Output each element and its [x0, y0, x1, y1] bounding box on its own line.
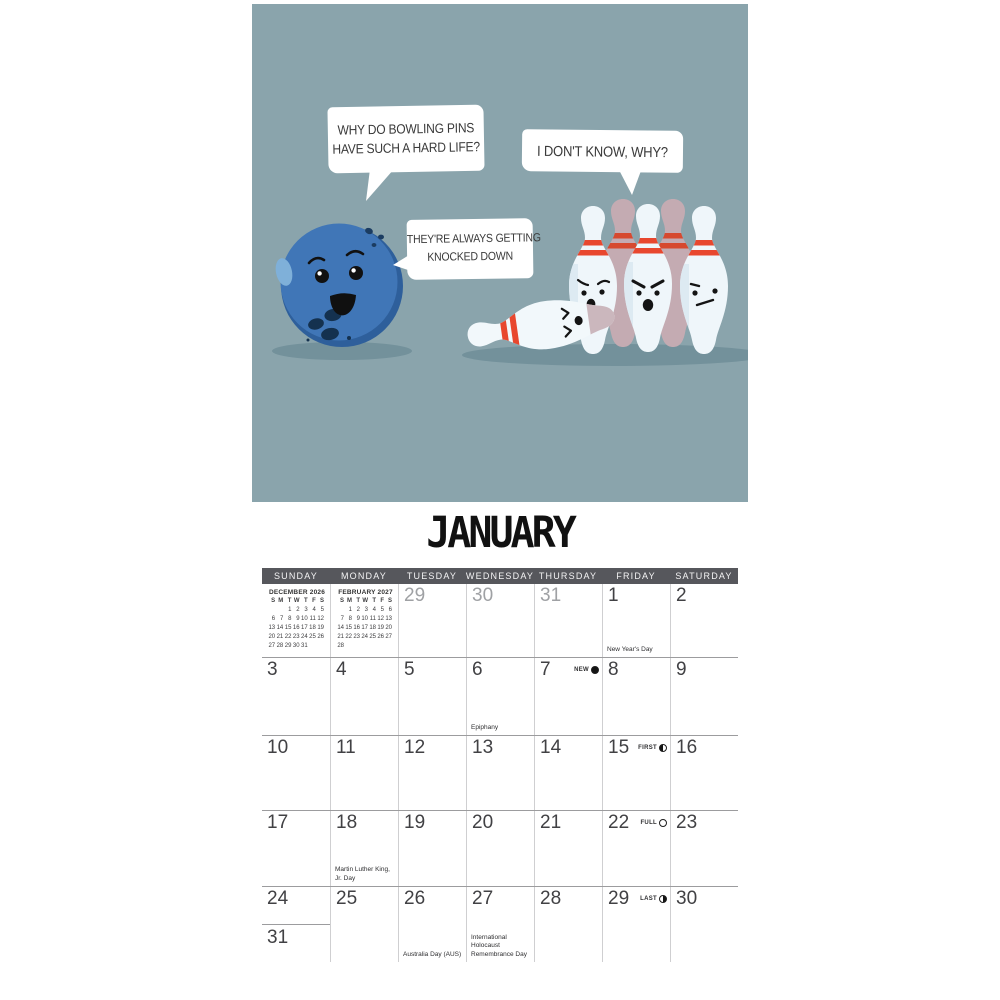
mini-day-number: 20: [268, 634, 276, 640]
mini-day-letter: F: [380, 598, 384, 604]
calendar-day-cell: [466, 584, 534, 657]
calendar-day-cell: [466, 887, 534, 962]
calendar-day-cell: [534, 736, 602, 810]
mini-day-number: 21: [276, 634, 284, 640]
calendar-day-cell: [398, 887, 466, 962]
bubble-text-line: THEY'RE ALWAYS GETTING: [406, 231, 541, 247]
mini-day-number: 10: [361, 616, 368, 622]
calendar-day-cell: [330, 658, 398, 735]
calendar-day-cell: [330, 811, 398, 886]
calendar-day-cell: [330, 887, 398, 962]
calendar-week-row: [262, 886, 738, 962]
mini-day-number: 6: [388, 607, 392, 613]
moon-phase: [640, 819, 667, 827]
mini-day-number: 28: [337, 643, 344, 649]
day-number: 30: [472, 585, 494, 606]
calendar-day-cell: [398, 811, 466, 886]
bubble-tail: [366, 169, 394, 201]
calendar-day-cell: [670, 887, 738, 962]
mini-day-number: 8: [348, 616, 352, 622]
mini-day-number: 3: [304, 607, 308, 613]
day-number-overflow: 31: [267, 927, 289, 948]
mini-day-number: [368, 642, 376, 651]
mini-day-letter: M: [278, 598, 284, 604]
day-number: 12: [404, 737, 426, 758]
mini-day-number: [336, 606, 344, 615]
moon-phase-label: NEW: [574, 667, 589, 673]
calendar-day-cell: [466, 658, 534, 735]
calendar-day-cell: [670, 736, 738, 810]
mini-day-number: 1: [348, 607, 352, 613]
calendar-day-cell: [670, 811, 738, 886]
mini-day-number: 16: [353, 625, 360, 631]
day-number: 22: [608, 812, 630, 833]
bubble-text-line: I DON'T KNOW, WHY?: [536, 141, 668, 161]
speech-bubble-ball-punchline: [406, 218, 541, 280]
mini-day-number: 7: [279, 616, 284, 622]
weekday-header-row: [262, 568, 738, 584]
mini-day-number: 13: [268, 625, 276, 631]
mini-day-number: 28: [276, 643, 284, 649]
mini-day-number: 19: [377, 625, 384, 631]
day-number: 29: [404, 585, 426, 606]
calendar-week-row: [262, 810, 738, 886]
day-number: 13: [472, 737, 494, 758]
mini-day-number: 7: [340, 616, 344, 622]
mini-calendar-title: FEBRUARY 2027: [338, 589, 393, 596]
calendar-artwork: [252, 4, 748, 502]
day-number: 16: [676, 737, 698, 758]
calendar-day-cell: [602, 811, 670, 886]
day-number: 24: [267, 888, 289, 909]
calendar-day-cell: [262, 658, 330, 735]
moon-phase-label: FIRST: [638, 745, 657, 751]
weekday-label: TUESDAY: [406, 571, 458, 581]
mini-day-number: 4: [312, 607, 316, 613]
mini-day-number: [352, 642, 360, 651]
month-title: JANUARY: [426, 508, 574, 558]
mini-day-number: 11: [369, 616, 376, 622]
mini-day-number: 9: [296, 616, 300, 622]
standing-pin-skeptical: [680, 206, 728, 356]
mini-day-number: 29: [284, 643, 292, 649]
mini-day-number: 31: [301, 643, 308, 649]
weekday-label: FRIDAY: [616, 571, 656, 581]
calendar-day-cell: [534, 584, 602, 657]
mini-day-number: 3: [364, 607, 368, 613]
mini-day-number: 18: [369, 625, 376, 631]
weekday-label: WEDNESDAY: [465, 571, 535, 581]
calendar-week-row: [262, 735, 738, 810]
calendar-day-cell: [602, 658, 670, 735]
mini-calendar-grid: [336, 597, 395, 651]
mini-day-letter: T: [304, 598, 308, 604]
day-number: 17: [267, 812, 289, 833]
mini-day-letter: W: [362, 598, 368, 604]
mini-day-letter: S: [387, 598, 392, 604]
calendar-day-cell: [602, 736, 670, 810]
weekday-label: SATURDAY: [675, 571, 733, 581]
day-number: 5: [404, 659, 415, 680]
calendar-day-cell: [262, 811, 330, 886]
mini-day-number: [360, 642, 368, 651]
day-number: 28: [540, 888, 562, 909]
mini-day-number: 14: [276, 625, 284, 631]
calendar-day-cell: [466, 811, 534, 886]
calendar-day-cell: [330, 736, 398, 810]
day-number: 26: [404, 888, 426, 909]
holiday-label: New Year's Day: [607, 645, 653, 653]
day-number: 2: [676, 585, 687, 606]
holiday-label: International Holocaust Remembrance Day: [471, 933, 527, 958]
moon-full-icon: [659, 819, 667, 827]
mini-day-number: [344, 642, 352, 651]
mini-day-number: 27: [268, 643, 276, 649]
bubble-text-line: KNOCKED DOWN: [427, 249, 514, 265]
mini-day-number: 4: [372, 607, 376, 613]
mini-day-number: 11: [309, 616, 316, 622]
day-number: 20: [472, 812, 494, 833]
mini-day-number: 21: [337, 634, 344, 640]
day-number: 19: [404, 812, 426, 833]
calendar-day-cell: [398, 736, 466, 810]
mini-day-number: 13: [385, 616, 392, 622]
calendar-day-cell: [602, 887, 670, 962]
mini-day-number: [384, 642, 392, 651]
day-number: 15: [608, 737, 630, 758]
moon-phase: [640, 895, 667, 903]
mini-day-number: 14: [337, 625, 344, 631]
mini-day-number: 23: [292, 634, 300, 640]
weekday-label: MONDAY: [340, 571, 387, 581]
mini-day-number: [267, 606, 275, 615]
day-number: 25: [336, 888, 358, 909]
mini-day-number: 2: [356, 607, 360, 613]
moon-phase: [638, 744, 667, 752]
mini-day-number: 26: [377, 634, 384, 640]
mini-calendar: [262, 584, 330, 651]
holiday-label: Martin Luther King, Jr. Day: [335, 866, 390, 882]
day-number: 30: [676, 888, 698, 909]
mini-day-number: 15: [345, 625, 352, 631]
mini-day-letter: W: [293, 598, 300, 604]
cell-divider: [262, 924, 330, 925]
mini-day-number: 25: [369, 634, 376, 640]
mini-day-number: 24: [301, 634, 308, 640]
calendar-day-cell: [670, 658, 738, 735]
mini-day-number: 19: [317, 625, 324, 631]
moon-last-icon: [659, 895, 667, 903]
day-number: 11: [336, 737, 356, 758]
calendar-day-cell: [534, 658, 602, 735]
day-number: 8: [608, 659, 619, 680]
calendar-day-cell: [602, 584, 670, 657]
mini-day-number: 27: [385, 634, 392, 640]
day-number: 23: [676, 812, 698, 833]
mini-calendar-title: DECEMBER 2026: [268, 589, 326, 596]
calendar-week-row: [262, 657, 738, 735]
mini-day-number: 25: [309, 634, 316, 640]
holiday-label: Epiphany: [471, 723, 499, 731]
mini-day-number: [376, 642, 384, 651]
moon-phase-label: FULL: [640, 820, 657, 826]
day-number: 27: [472, 888, 494, 909]
mini-day-letter: T: [372, 598, 376, 604]
holiday-label: Australia Day (AUS): [403, 950, 462, 958]
day-number: 1: [608, 585, 619, 606]
calendar-day-cell: [262, 887, 330, 962]
mini-day-letter: S: [271, 598, 276, 604]
calendar-week-row: [262, 584, 738, 657]
calendar-day-cell: [262, 736, 330, 810]
mini-day-number: [316, 642, 324, 651]
day-number: 10: [267, 737, 289, 758]
calendar-body: [262, 584, 738, 962]
mini-calendar-cell: [262, 584, 330, 657]
mini-calendar-cell: [330, 584, 398, 657]
mini-day-number: 30: [292, 643, 300, 649]
mini-day-letter: T: [356, 598, 360, 604]
mini-day-number: 1: [288, 607, 292, 613]
mini-day-number: 2: [296, 607, 300, 613]
mini-day-number: 24: [361, 634, 368, 640]
weekday-label: SUNDAY: [273, 571, 318, 581]
calendar-day-cell: [534, 887, 602, 962]
calendar-grid: [262, 568, 738, 962]
mini-day-number: 23: [353, 634, 360, 640]
mini-day-number: 8: [288, 616, 292, 622]
mini-day-number: [275, 606, 283, 615]
bubble-text-line: HAVE SUCH A HARD LIFE?: [332, 138, 481, 158]
speech-bubble-pins-reply: [522, 129, 683, 173]
mini-day-number: [308, 642, 316, 651]
mini-calendar-grid: [267, 597, 327, 651]
day-number: 31: [540, 585, 562, 606]
day-number: 3: [267, 659, 278, 680]
day-number: 9: [676, 659, 687, 680]
mini-day-number: 5: [320, 607, 324, 613]
mini-day-letter: M: [347, 598, 352, 604]
day-number: 7: [540, 659, 551, 680]
mini-day-letter: T: [287, 598, 292, 604]
moon-first-icon: [659, 744, 667, 752]
mini-day-number: 10: [301, 616, 308, 622]
mini-day-number: 9: [356, 616, 360, 622]
calendar-day-cell: [670, 584, 738, 657]
calendar-day-cell: [466, 736, 534, 810]
mini-day-number: 17: [301, 625, 308, 631]
speech-bubble-ball-question: [327, 105, 484, 174]
day-number: 14: [540, 737, 562, 758]
bubble-text-line: WHY DO BOWLING PINS: [337, 120, 475, 139]
mini-day-number: 15: [284, 625, 292, 631]
mini-day-number: 16: [292, 625, 300, 631]
mini-day-letter: S: [319, 598, 324, 604]
mini-day-number: 6: [271, 616, 276, 622]
weekday-label: THURSDAY: [538, 571, 598, 581]
mini-day-number: 22: [284, 634, 292, 640]
moon-phase-label: LAST: [640, 896, 657, 902]
mini-day-number: 26: [317, 634, 324, 640]
calendar-day-cell: [398, 658, 466, 735]
mini-calendar: [331, 584, 398, 651]
mini-day-number: 22: [345, 634, 352, 640]
mini-day-number: 5: [380, 607, 384, 613]
moon-new-icon: [591, 666, 599, 674]
day-number: 6: [472, 659, 483, 680]
day-number: 4: [336, 659, 347, 680]
mini-day-number: 12: [377, 616, 384, 622]
mini-day-letter: S: [339, 598, 344, 604]
mini-day-letter: F: [312, 598, 316, 604]
moon-phase: [574, 666, 599, 674]
calendar-day-cell: [534, 811, 602, 886]
day-number: 18: [336, 812, 358, 833]
mini-day-number: 17: [361, 625, 368, 631]
day-number: 21: [540, 812, 562, 833]
mini-day-number: 18: [309, 625, 316, 631]
day-number: 29: [608, 888, 630, 909]
bowling-ball: [273, 224, 403, 348]
mini-day-number: 20: [385, 625, 392, 631]
calendar-day-cell: [398, 584, 466, 657]
mini-day-number: 12: [317, 616, 324, 622]
